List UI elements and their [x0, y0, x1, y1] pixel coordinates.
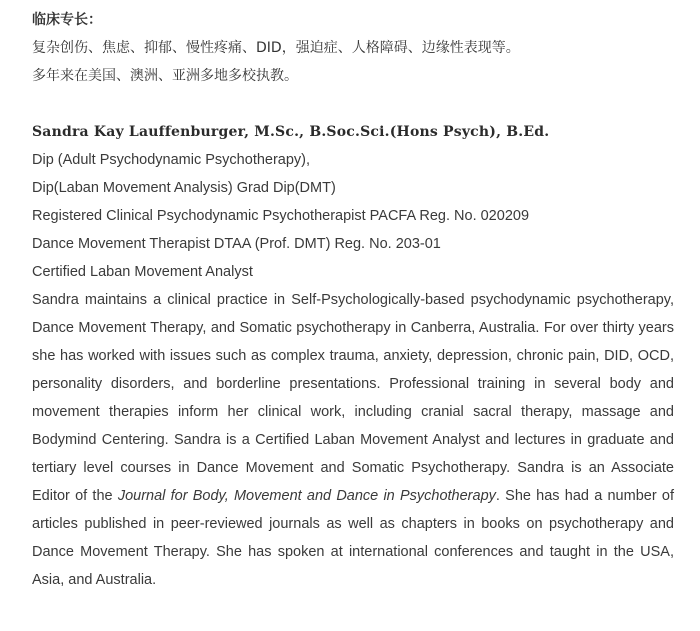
credential-line: Dance Movement Therapist DTAA (Prof. DMT) Reg. No. 203-01: [32, 236, 441, 252]
credential-line: Certified Laban Movement Analyst: [32, 264, 253, 280]
specialty-heading: 临床专长：: [32, 12, 102, 28]
bio-text-before: Sandra maintains a clinical practice in Self-Psychologically-based psychodynamic psychotherapy, Dance Movement Therapy, and Somatic psychotherapy in Canberra, Australia. For over thirty years she has worked with issues such as complex trauma, anxiety, depression, chronic pain, DID, OCD, personality disorders, and borderline presentations. Professional training in several body and movement therapies inform her clinical work, including cranial sacral therapy, massage and Bodymind Centering. Sandra is a Certified Laban Movement Analyst and lectures in graduate and tertiary level courses in Dance Movement and Somatic Psychotherapy. Sandra is an Associate Editor of the: [32, 292, 674, 504]
therapist-name: Sandra Kay Lauffenburger, M.Sc., B.Soc.Sci.(Hons Psych), B.Ed.: [32, 124, 550, 140]
journal-title: Journal for Body, Movement and Dance in Psychotherapy: [117, 488, 496, 504]
teaching-note: 多年来在美国、澳洲、亚洲多地多校执教。: [32, 68, 298, 84]
article-body: [32, 6, 674, 594]
credential-line: Dip(Laban Movement Analysis) Grad Dip(DMT): [32, 180, 336, 196]
bio-paragraph: [32, 286, 674, 594]
credential-line: Registered Clinical Psychodynamic Psychotherapist PACFA Reg. No. 020209: [32, 208, 530, 224]
bio-text-after: . She has had a number of articles published in peer-reviewed journals as well as chapters in books on psychotherapy and Dance Movement Therapy. She has spoken at international conferences and taught in the USA, Asia, and Australia.: [32, 488, 674, 588]
section-spacer: [32, 90, 674, 118]
specialty-list: 复杂创伤、焦虑、抑郁、慢性疼痛、DID，强迫症、人格障碍、边缘性表现等。: [32, 40, 520, 56]
credential-line: Dip (Adult Psychodynamic Psychotherapy),: [32, 152, 311, 168]
